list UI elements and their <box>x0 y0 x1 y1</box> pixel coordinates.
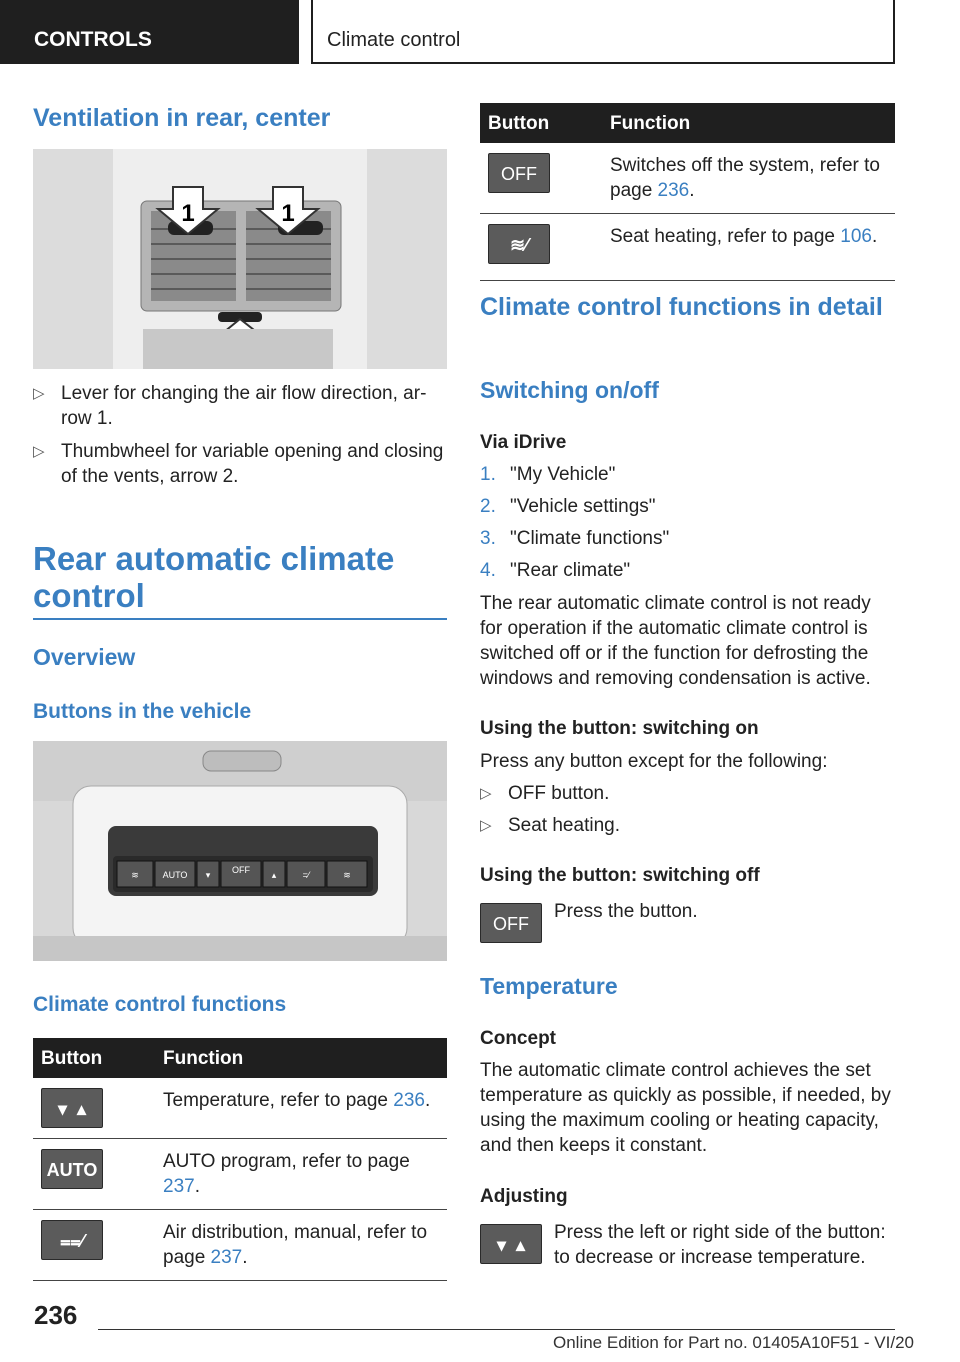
section-label: CONTROLS <box>0 0 299 64</box>
col-button-header: Button <box>480 103 602 143</box>
list-item: 1. "My Vehicle" <box>480 464 616 485</box>
seat-heating-icon: ≋⁄ <box>488 224 550 264</box>
except-item-2: ▷ Seat heating. <box>480 815 620 836</box>
using-off-label: Using the button: switching off <box>480 865 760 886</box>
edition-note: Online Edition for Part no. 01405A10F51 - VI/20 <box>553 1333 915 1352</box>
climate-functions-heading: Climate control functions <box>33 993 287 1016</box>
svg-text:▾: ▾ <box>205 870 211 880</box>
overview-heading: Overview <box>33 644 136 670</box>
temperature-heading: Temperature <box>480 973 618 999</box>
svg-text:=⁄: =⁄ <box>302 870 310 880</box>
page-link[interactable]: 237 <box>163 1176 195 1197</box>
auto-icon: AUTO <box>41 1149 103 1189</box>
vent-bullet-1: ▷ Lever for changing the air flow direction, ar- row 1. <box>33 383 427 429</box>
adjust-text: Press the left or right side of the button: to decrease or increase temperature. <box>554 1222 886 1268</box>
adjusting-label: Adjusting <box>480 1186 568 1207</box>
not-ready-paragraph: The rear automatic climate control is not ready for operation if the automatic climate control is switched off or if the function for defrosting the windows and removing condensation is active. <box>480 593 871 689</box>
table-row: ▾ ▴ Temperature, refer to page 236. <box>33 1078 447 1139</box>
via-idrive-label: Via iDrive <box>480 432 567 453</box>
list-item: 4. "Rear climate" <box>480 560 631 581</box>
off-icon: OFF <box>488 153 550 193</box>
table-row: ≋⁄ Seat heating, refer to page 106. <box>480 214 895 281</box>
page-number: 236 <box>34 1300 78 1330</box>
functions-detail-heading: Climate control functions in detail <box>480 293 883 321</box>
svg-text:AUTO: AUTO <box>162 870 188 880</box>
page-link[interactable]: 106 <box>840 226 872 247</box>
rear-climate-title: Rear automatic climate control <box>33 540 395 614</box>
svg-text:▴: ▴ <box>271 870 277 880</box>
page-link[interactable]: 236 <box>393 1090 425 1111</box>
press-button-text: Press the button. <box>554 901 698 922</box>
switching-heading: Switching on/off <box>480 377 659 403</box>
using-on-label: Using the button: switching on <box>480 718 759 739</box>
svg-text:≋: ≋ <box>131 870 139 880</box>
concept-text: The automatic climate control achieves the set temperature as quickly as possible, if needed, by using the maximum cooling or heating capacity, and then keeps it constant. <box>480 1060 891 1156</box>
temperature-arrows-icon: ▾ ▴ <box>41 1088 103 1128</box>
vent-figure <box>33 149 447 369</box>
page-link[interactable]: 237 <box>210 1247 243 1268</box>
col-function-header: Function <box>602 103 895 143</box>
air-distribution-icon: ⩵⁄ <box>41 1220 103 1260</box>
bullet-triangle-icon: ▷ <box>33 443 45 460</box>
title-rule <box>33 618 447 620</box>
bullet-triangle-icon: ▷ <box>33 385 45 402</box>
list-item: 2. "Vehicle settings" <box>480 496 656 517</box>
concept-label: Concept <box>480 1028 556 1049</box>
svg-text:OFF: OFF <box>232 865 250 875</box>
list-item: 3. "Climate functions" <box>480 528 670 549</box>
chapter-label: Climate control <box>311 0 895 64</box>
col-function-header: Function <box>155 1038 447 1078</box>
rear-panel-figure <box>33 741 447 961</box>
bullet-triangle-icon: ▷ <box>480 817 492 834</box>
right-functions-table <box>480 103 895 281</box>
page-header <box>0 0 960 66</box>
svg-text:≋: ≋ <box>343 870 351 880</box>
col-button-header: Button <box>33 1038 155 1078</box>
bullet-triangle-icon: ▷ <box>480 785 492 802</box>
footer-rule <box>98 1329 895 1330</box>
buttons-in-vehicle-heading: Buttons in the vehicle <box>33 700 252 723</box>
table-row: OFF Switches off the system, refer to page 236. <box>480 143 895 214</box>
table-row: ⩵⁄ Air distribution, manual, refer to page 237. <box>33 1210 447 1281</box>
off-icon: OFF <box>480 903 542 943</box>
svg-text:1: 1 <box>181 200 195 227</box>
vent-bullet-2: ▷ Thumbwheel for variable opening and closing of the vents, arrow 2. <box>33 441 444 487</box>
svg-text:1: 1 <box>281 200 295 227</box>
page-link[interactable]: 236 <box>657 180 690 201</box>
left-functions-table <box>33 1038 447 1281</box>
press-any-text: Press any button except for the following: <box>480 751 828 772</box>
vent-title: Ventilation in rear, center <box>33 104 331 132</box>
temperature-arrows-icon: ▾ ▴ <box>480 1224 542 1264</box>
except-item-1: ▷ OFF button. <box>480 783 610 804</box>
table-row: AUTO AUTO program, refer to page 237. <box>33 1139 447 1210</box>
